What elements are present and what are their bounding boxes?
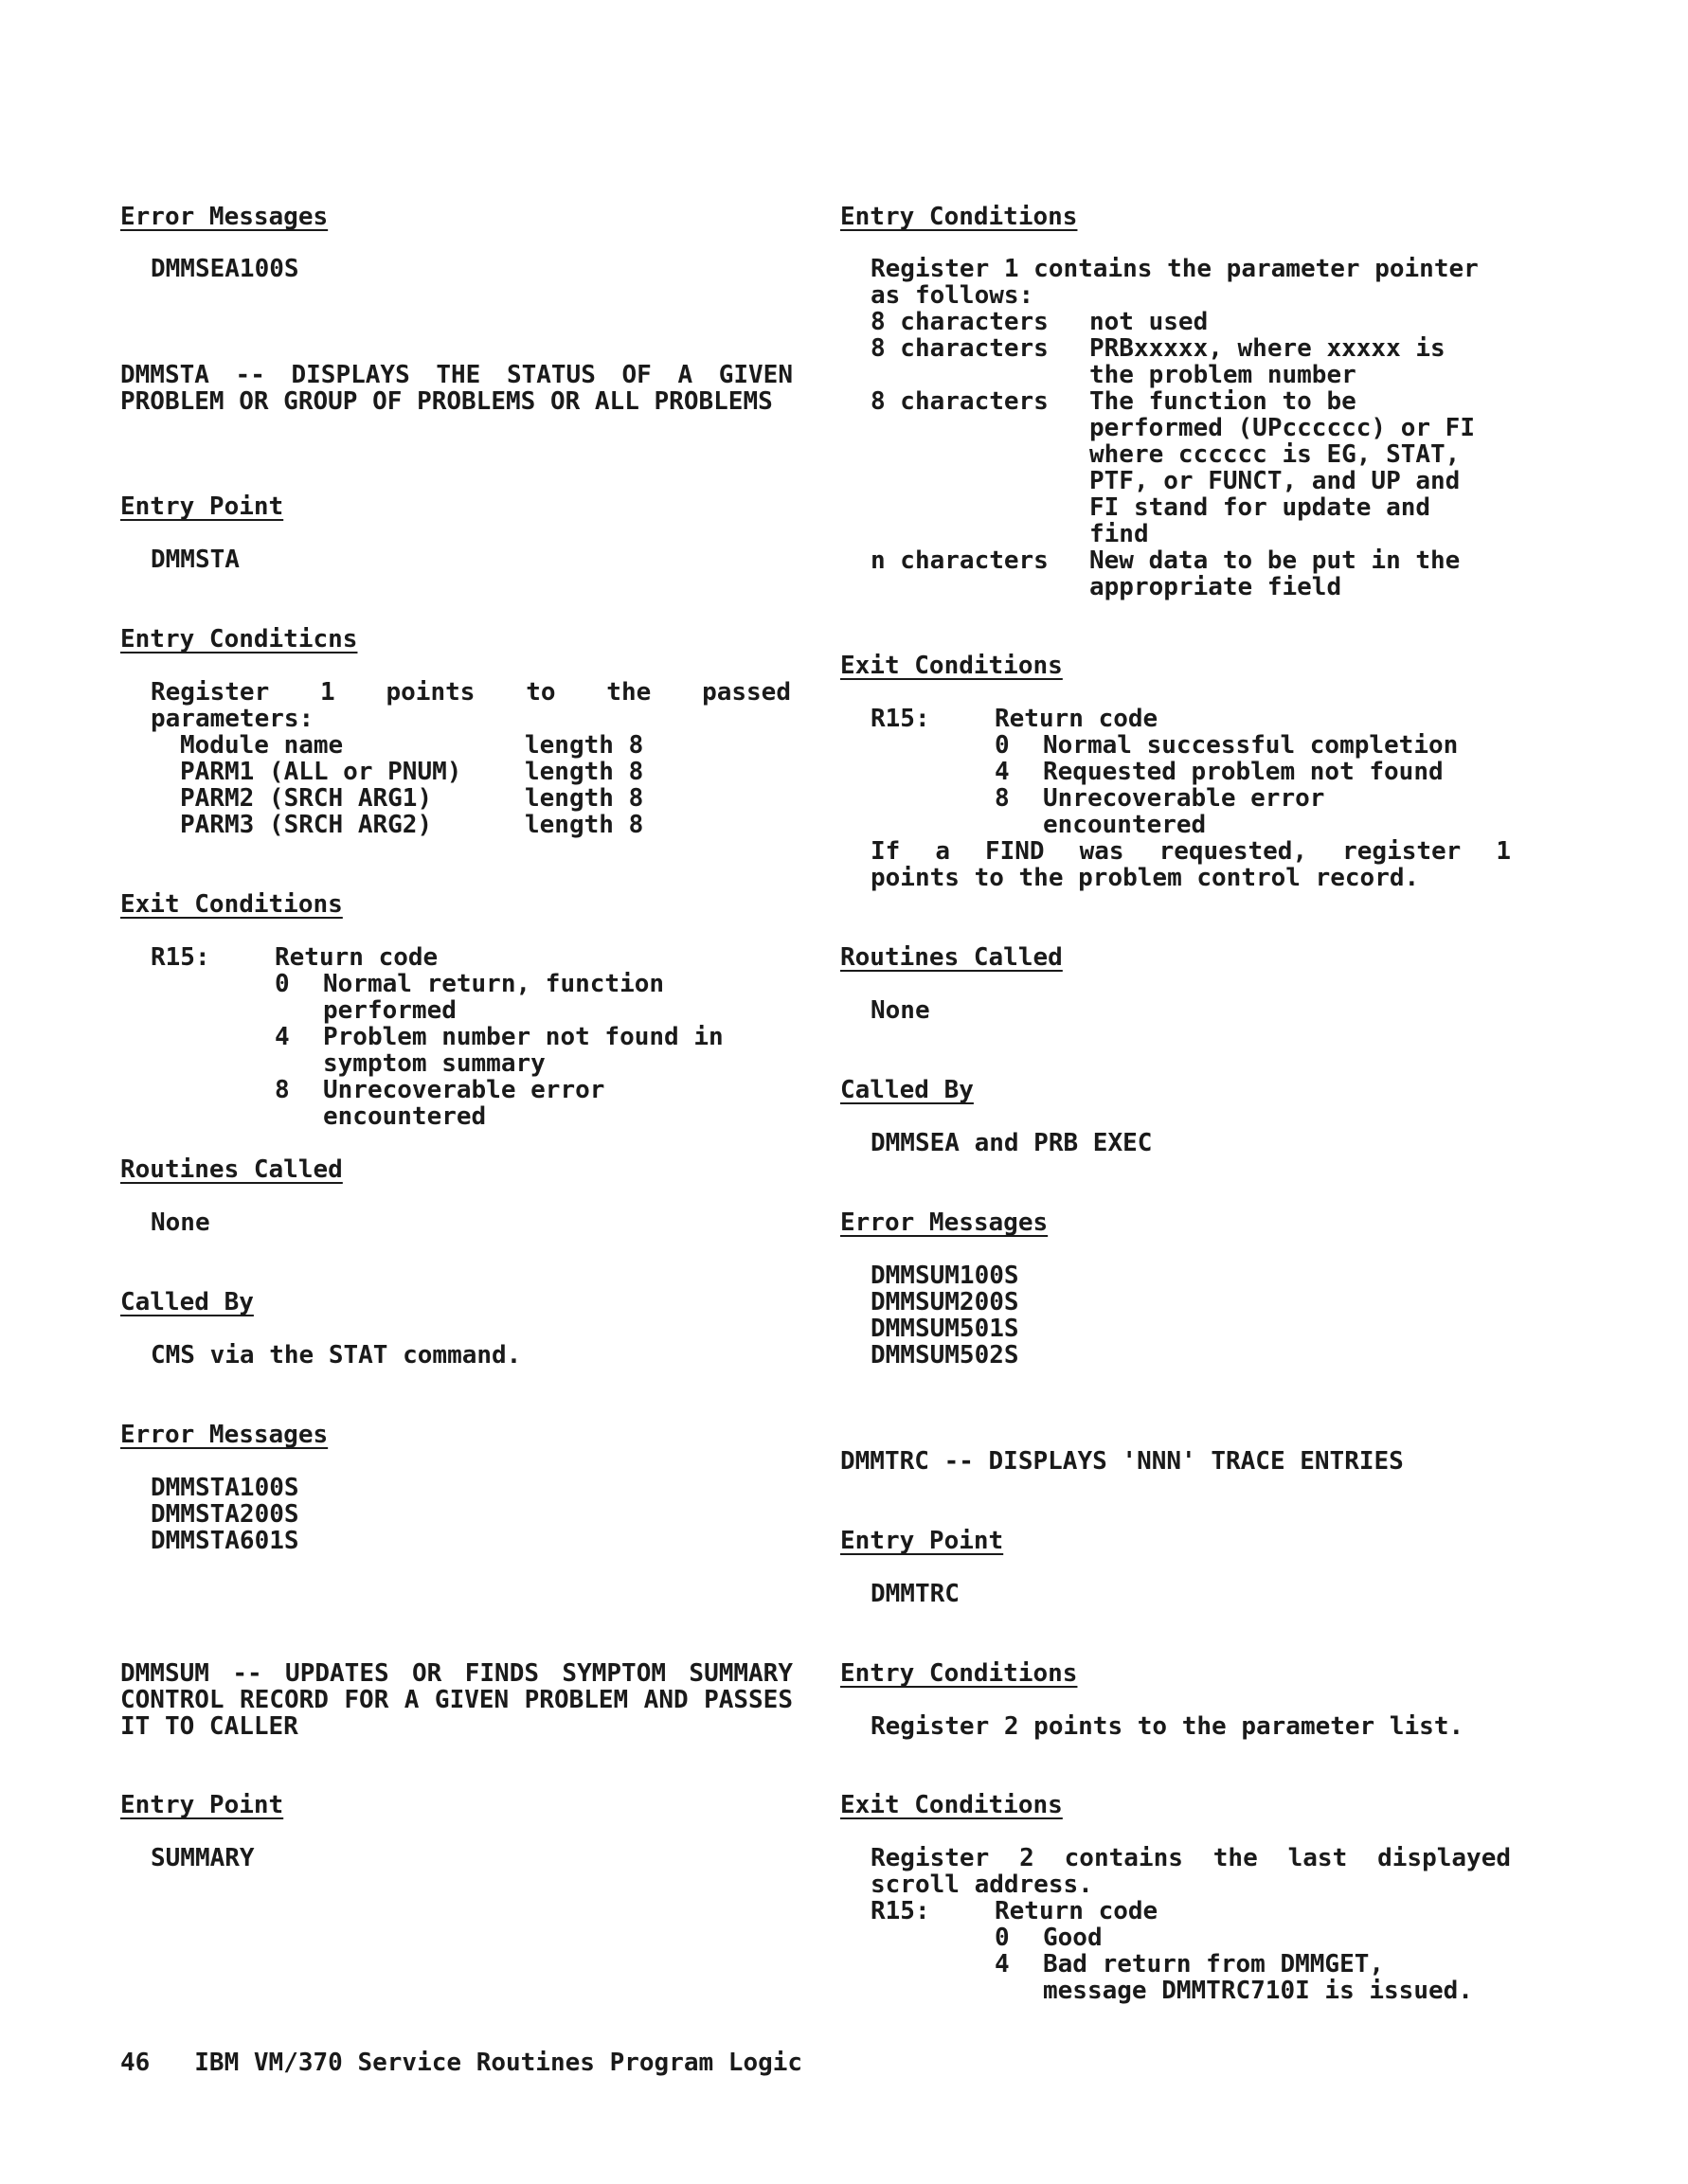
return-code-number: 4 [995,758,1010,786]
error-message-item: DMMSEA100S [151,255,299,283]
parameter-description: performed (UPcccccc) or FI [1089,414,1475,442]
section-title-dmmsta: DMMSTA -- DISPLAYS THE STATUS OF A GIVEN PROBLEM OR GROUP OF PROBLEMS OR ALL PROBLEMS [120,361,793,416]
error-message-item: DMMSTA200S [151,1500,299,1529]
return-code-description: performed [323,996,457,1025]
parameter-description: appropriate field [1089,573,1342,601]
find-note: If a FIND was requested, register 1 [871,837,1511,866]
error-message-item: DMMSUM200S [871,1288,1019,1316]
parameter-description: where cccccc is EG, STAT, [1089,440,1461,469]
error-messages-heading: Error Messages [120,1421,329,1449]
return-code-number: 4 [275,1023,290,1051]
exit-conditions-text: Register 2 contains the last displayed [871,1844,1511,1872]
entry-conditions-value: Register 2 points to the parameter list. [871,1712,1464,1741]
entry-point-value: DMMTRC [871,1580,960,1608]
error-message-item: DMMSUM502S [871,1341,1019,1369]
return-code-number: 0 [995,1924,1010,1952]
parameter-description: find [1089,520,1149,548]
entry-conditions-heading: Entry Conditions [840,1659,1078,1688]
entry-point-heading: Entry Point [120,1791,284,1819]
parameter-name: PARM1 (ALL or PNUM) [180,758,462,786]
error-messages-heading: Error Messages [840,1208,1049,1237]
parameter-size: 8 characters [871,308,1049,336]
parameter-description: not used [1089,308,1209,336]
parameter-length: length 8 [525,758,644,786]
parameter-description: The function to be [1089,387,1356,416]
return-code-description: Requested problem not found [1043,758,1444,786]
called-by-heading: Called By [840,1076,974,1104]
return-code-description: Good [1043,1924,1103,1952]
r15-return-code-label: Return code [275,943,439,972]
parameter-name: Module name [180,731,344,760]
return-code-description: Bad return from DMMGET, [1043,1950,1385,1978]
return-code-description: encountered [323,1102,487,1131]
parameter-size: n characters [871,546,1049,575]
return-code-description: Normal return, function [323,970,665,998]
r15-label: R15: [871,1897,930,1925]
error-message-item: DMMSUM100S [871,1262,1019,1290]
entry-point-value: SUMMARY [151,1844,255,1872]
r15-return-code-label: Return code [995,705,1158,733]
error-message-item: DMMSTA100S [151,1474,299,1502]
parameter-size: 8 characters [871,334,1049,363]
called-by-value: CMS via the STAT command. [151,1341,522,1369]
parameter-description: the problem number [1089,361,1356,389]
routines-called-heading: Routines Called [840,943,1063,972]
entry-conditions-intro: Register 1 points to the passed [151,678,791,707]
routines-called-value: None [871,996,930,1025]
entry-conditions-heading: Entry Conditicns [120,625,358,653]
parameter-size: 8 characters [871,387,1049,416]
parameter-description: PTF, or FUNCT, and UP and [1089,467,1461,495]
r15-return-code-label: Return code [995,1897,1158,1925]
return-code-number: 0 [995,731,1010,760]
return-code-description: Unrecoverable error [1043,784,1325,813]
exit-conditions-heading: Exit Conditions [840,1791,1063,1819]
exit-conditions-heading: Exit Conditions [840,652,1063,680]
routines-called-value: None [151,1208,210,1237]
find-note-cont: points to the problem control record. [871,864,1420,892]
called-by-value: DMMSEA and PRB EXEC [871,1129,1153,1157]
parameter-length: length 8 [525,784,644,813]
entry-conditions-heading: Entry Conditions [840,203,1078,231]
return-code-description: Problem number not found in [323,1023,724,1051]
section-title-dmmtrc: DMMTRC -- DISPLAYS 'NNN' TRACE ENTRIES [840,1447,1404,1476]
entry-conditions-intro-cont: parameters: [151,705,314,733]
return-code-description: symptom summary [323,1049,546,1078]
entry-conditions-intro-cont: as follows: [871,281,1034,310]
parameter-name: PARM3 (SRCH ARG2) [180,811,433,839]
return-code-number: 0 [275,970,290,998]
return-code-description: Unrecoverable error [323,1076,605,1104]
entry-point-heading: Entry Point [120,492,284,521]
return-code-description: encountered [1043,811,1207,839]
exit-conditions-text-cont: scroll address. [871,1871,1093,1899]
parameter-name: PARM2 (SRCH ARG1) [180,784,433,813]
return-code-number: 4 [995,1950,1010,1978]
exit-conditions-heading: Exit Conditions [120,890,343,919]
section-title-dmmsum: DMMSUM -- UPDATES OR FINDS SYMPTOM SUMMARY CONTROL RECORD FOR A GIVEN PROBLEM AND PASSES IT TO CALLER [120,1659,793,1741]
return-code-description: Normal successful completion [1043,731,1459,760]
return-code-number: 8 [275,1076,290,1104]
return-code-description: message DMMTRC710I is issued. [1043,1977,1473,2005]
routines-called-heading: Routines Called [120,1155,343,1184]
r15-label: R15: [151,943,210,972]
return-code-number: 8 [995,784,1010,813]
called-by-heading: Called By [120,1288,254,1316]
error-message-item: DMMSTA601S [151,1527,299,1555]
parameter-length: length 8 [525,731,644,760]
entry-conditions-intro: Register 1 contains the parameter pointer [871,255,1479,283]
parameter-length: length 8 [525,811,644,839]
r15-label: R15: [871,705,930,733]
page-footer [120,2050,802,2076]
error-messages-heading: Error Messages [120,203,329,231]
error-message-item: DMMSUM501S [871,1315,1019,1343]
entry-point-value: DMMSTA [151,546,240,574]
page-number: 46 [120,2049,151,2077]
parameter-description: FI stand for update and [1089,493,1431,522]
entry-point-heading: Entry Point [840,1527,1004,1555]
parameter-description: New data to be put in the [1089,546,1461,575]
parameter-description: PRBxxxxx, where xxxxx is [1089,334,1446,363]
book-title: IBM VM/370 Service Routines Program Logic [194,2049,803,2077]
